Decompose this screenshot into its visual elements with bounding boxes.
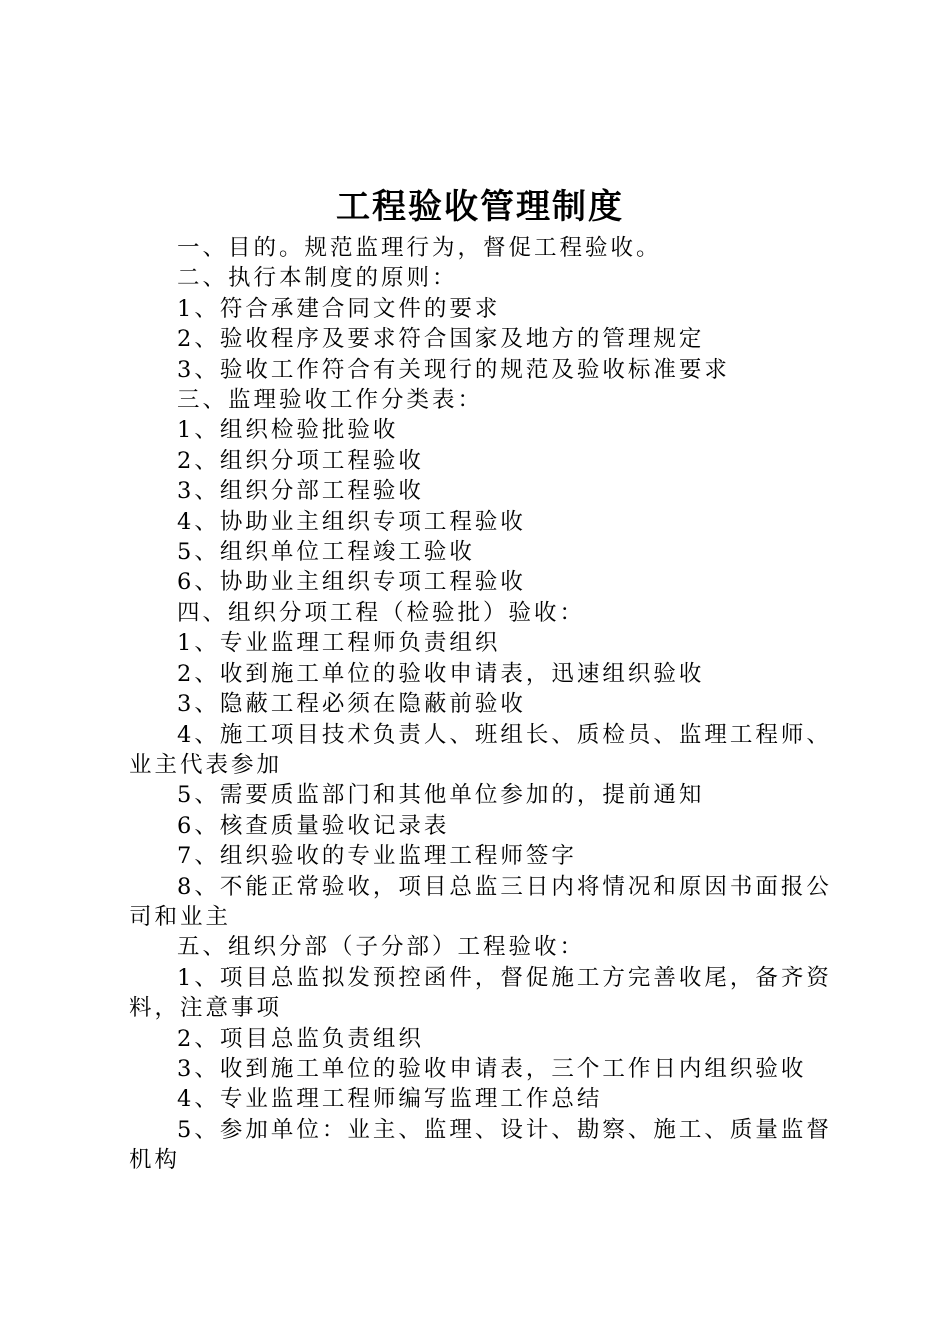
paragraph: 1、组织检验批验收 bbox=[177, 417, 399, 444]
paragraph: 3、隐蔽工程必须在隐蔽前验收 bbox=[177, 691, 526, 718]
paragraph: 2、收到施工单位的验收申请表，迅速组织验收 bbox=[177, 660, 705, 687]
paragraph: 4、施工项目技术负责人、班组长、质检员、监理工程师、业主代表参加 bbox=[129, 721, 832, 778]
paragraph: 3、收到施工单位的验收申请表，三个工作日内组织验收 bbox=[177, 1055, 807, 1082]
paragraph: 8、不能正常验收，项目总监三日内将情况和原因书面报公司和业主 bbox=[129, 873, 832, 930]
paragraph: 2、组织分项工程验收 bbox=[177, 447, 424, 474]
paragraph: 1、项目总监拟发预控函件，督促施工方完善收尾，备齐资料，注意事项 bbox=[129, 964, 832, 1022]
document-body bbox=[129, 233, 835, 1176]
paragraph: 3、组织分部工程验收 bbox=[177, 478, 424, 505]
paragraph: 二、执行本制度的原则： bbox=[177, 265, 458, 292]
paragraph: 1、专业监理工程师负责组织 bbox=[177, 630, 501, 657]
paragraph: 4、协助业主组织专项工程验收 bbox=[177, 508, 526, 535]
paragraph: 6、核查质量验收记录表 bbox=[177, 812, 450, 839]
paragraph: 5、需要质监部门和其他单位参加的，提前通知 bbox=[177, 782, 705, 809]
paragraph: 一、目的。规范监理行为，督促工程验收。 bbox=[177, 235, 662, 261]
paragraph: 1、符合承建合同文件的要求 bbox=[177, 295, 501, 322]
paragraph: 三、监理验收工作分类表： bbox=[177, 387, 484, 414]
paragraph: 五、组织分部（子分部）工程验收： bbox=[177, 934, 586, 961]
document-title: 工程验收管理制度 bbox=[336, 187, 624, 227]
paragraph: 2、验收程序及要求符合国家及地方的管理规定 bbox=[177, 326, 705, 353]
paragraph: 2、项目总监负责组织 bbox=[177, 1025, 424, 1052]
paragraph: 4、专业监理工程师编写监理工作总结 bbox=[177, 1086, 603, 1113]
paragraph: 四、组织分项工程（检验批）验收： bbox=[177, 599, 586, 626]
paragraph: 6、协助业主组织专项工程验收 bbox=[177, 569, 526, 596]
paragraph: 7、组织验收的专业监理工程师签字 bbox=[177, 843, 577, 870]
paragraph: 5、组织单位工程竣工验收 bbox=[177, 539, 475, 566]
paragraph: 5、参加单位：业主、监理、设计、勘察、施工、质量监督机构 bbox=[129, 1116, 832, 1174]
paragraph: 3、验收工作符合有关现行的规范及验收标准要求 bbox=[177, 356, 730, 383]
